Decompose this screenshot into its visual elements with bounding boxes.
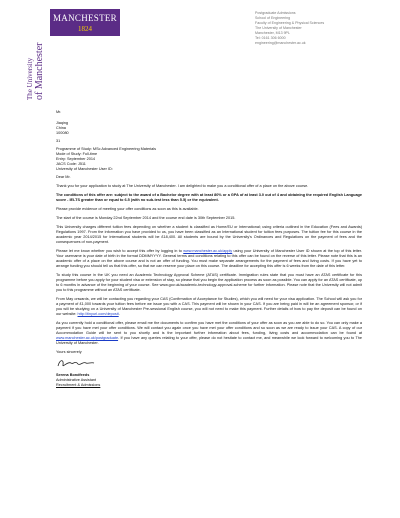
- paragraph-documents-text: . If you have any queries relating to your offer, please do not hesitate to contact me, and meanwhile we look forward to welcoming you to The University of Manchester.: [56, 336, 362, 345]
- paragraph-accept: [56, 249, 362, 269]
- programme-block: [56, 147, 362, 172]
- logo-year: 1824: [78, 25, 92, 33]
- paragraph-documents: [56, 321, 362, 346]
- address-line: The University of Manchester: [255, 26, 302, 30]
- recipient-name: Mr.: [56, 110, 62, 114]
- apply-link[interactable]: www.manchester.ac.uk/apply: [183, 249, 233, 253]
- deposit-link[interactable]: http://tinyurl.com/deposit: [77, 312, 119, 316]
- programme-mode: Mode of Study: Full-time: [56, 152, 98, 156]
- paragraph-cas-text: .: [118, 312, 120, 316]
- signer-name: Serena Bondfeeds: [56, 373, 90, 377]
- address-block: [255, 11, 324, 46]
- address-line: School of Engineering: [255, 16, 291, 20]
- programme-title: Programme of Study: MSc Advanced Engineering Materials: [56, 147, 157, 151]
- address-line: Postgraduate Admissions: [255, 11, 296, 15]
- closing: Yours sincerely: [56, 350, 82, 354]
- recipient-line: 100080: [56, 131, 69, 135]
- paragraph-atas: To study this course in the UK you need an Academic Technology Approval Scheme (ATAS) certificate. Immigration rules state that you must have an ATAS certificate for this programme before you apply for your student visa or extension of stay, so please that you begin the application process as soon as possible. You can apply for an ATAS certificate, up to 6 months in advance of the beginning of your course. See www.gov.uk/academic-technology-approval-scheme for further information. Please note that the University will not admit you to this programme without an ATAS certificate.: [56, 273, 362, 292]
- programme-entry: Entry: September 2014: [56, 157, 96, 161]
- paragraph-accept-text: Please let me know whether you wish to accept this offer by logging in to: [56, 249, 184, 253]
- university-logo: [50, 9, 120, 36]
- address-line: Tel: 0161 306 6000: [255, 36, 286, 40]
- letter-date: 31: [56, 139, 61, 143]
- logo-name: MANCHESTER: [52, 13, 117, 23]
- paragraph-cas: [56, 297, 362, 317]
- paragraph-documents-text: As you currently hold a conditional offer, please email me the documents to confirm you have met the conditions of your offer as soon as you are able to do so. You can only make a payment if you have met your offer conditions. We will contact you again once you have met your offer conditions and so soon as we are ready to issue your CAS. A copy of our Accommodation Guide will be sent to you shortly and is the important further information about fees, funding, living costs and accommodation can be found at: [56, 321, 362, 335]
- signature-image: [56, 357, 96, 369]
- vertical-name-line2: of Manchester: [34, 42, 45, 100]
- paragraph-fees: This University charges different tuition fees depending on whether a student is classified as Home/EU or International; using criteria outlined in the Education (Fees and Awards) Regulations 1997. From the information you have provided to us, you have been classified as an International student for tuition fees purposes. The tuition fee for this course in the academic year 2014/2015 for International students will be £18,400. All students are bound by the University's Ordinances and Regulations on the payment of fees and the consequences of non-payment.: [56, 225, 362, 244]
- vertical-university-name: [26, 43, 44, 100]
- recipient-line: Jiaqing: [56, 121, 69, 125]
- signer-department: Recruitment & Admissions: [56, 383, 101, 387]
- address-line: Faculty of Engineering & Physical Sciences: [255, 21, 325, 25]
- paragraph-evidence: Please provide evidence of meeting your offer conditions as soon as this is available.: [56, 207, 199, 211]
- postgraduate-link[interactable]: www.manchester.ac.uk/postgraduate: [56, 336, 119, 340]
- address-line: engineering@manchester.ac.uk: [255, 41, 306, 45]
- letter-body: [56, 110, 362, 388]
- signer-title: Administrative Assistant: [56, 378, 97, 382]
- vertical-name-line1: The University: [26, 57, 34, 100]
- greeting: Dear Mr.: [56, 175, 71, 179]
- paragraph-conditions: The conditions of this offer are: subject to the award of a Bachelor degree with at least 80% or a GPA of at least 3.0 out of 4 and obtaining the required English Language score - IELTS greater than or equal to 6.5 (with no sub-test less than 5.5) or the equivalent.: [56, 193, 362, 202]
- address-line: Manchester, M13 9PL: [255, 31, 290, 35]
- paragraph-dates: The start of the course is Monday 22nd September 2014 and the course end date is 30th September 2015.: [56, 216, 236, 220]
- recipient-block: [56, 110, 362, 136]
- paragraph-cas-text: From May onwards, we will be contacting you regarding your CAS (Confirmation of Acceptance for Studies), which you will need for your visa application. The School will ask you for a payment of £1,000 towards your tuition fees before we issue you with a CAS. This payment will be shown in your CAS. If you are being paid in will be an agreement sponsor, or if you will be studying on a University of Manchester Pre-sessional English course, you will not need to make this payment. Further details of how to pay the deposit can be found on our website:: [56, 297, 362, 316]
- recipient-line: China: [56, 126, 66, 130]
- paragraph-accept-text: using your University of Manchester User ID shown at the top of this letter. Your username is your date of birth in the format DDMMYYYY. General terms and conditions relating to this offer can be found on the reverse of this letter. Please note that this is an academic offer of a place on the above course and is not an offer of funding. You must make separate arrangements for the payment of fees and living costs. If you have yet to arrange funding you should tell us that this offer, so that we can reserve your place on this course. The deadline for accepting this offer is 6 weeks from the date of this letter.: [56, 249, 362, 268]
- programme-user-id: University of Manchester User ID:: [56, 167, 113, 171]
- programme-jacs: JACS Code: J511: [56, 162, 86, 166]
- paragraph-intro: Thank you for your application to study at The University of Manchester. I am delighted to make you a conditional offer of a place on the above course.: [56, 184, 309, 188]
